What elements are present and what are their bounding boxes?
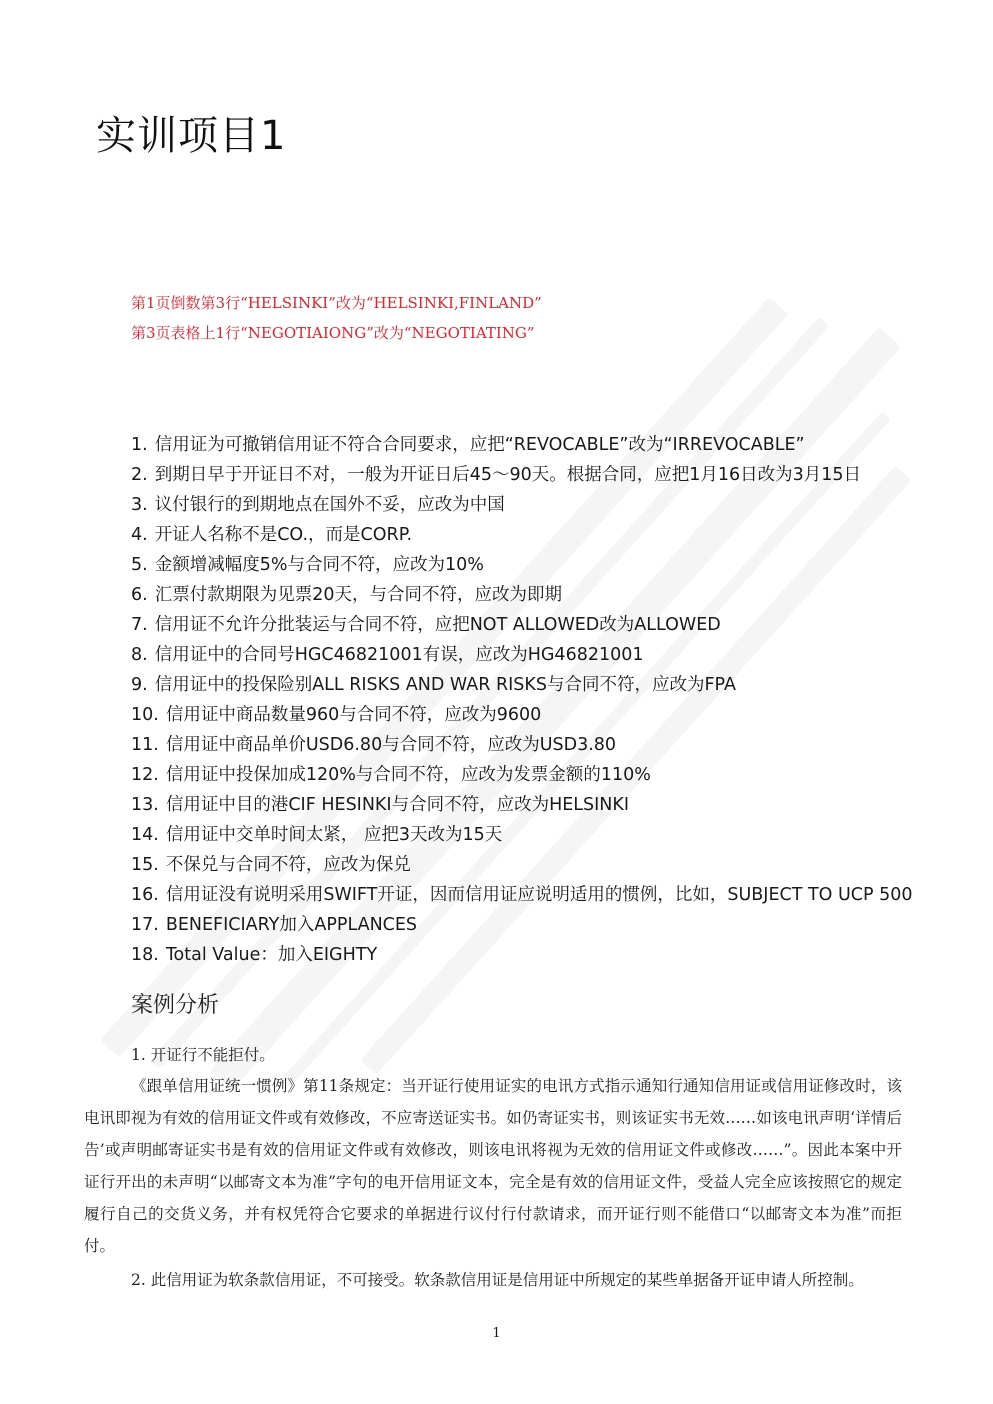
list-item (131, 670, 913, 700)
item-number: 4. (131, 525, 148, 545)
item-text: 信用证中的投保险别ALL RISKS AND WAR RISKS与合同不符，应改为FPA (154, 675, 736, 695)
item-text: 金额增减幅度5%与合同不符，应改为10% (154, 555, 484, 575)
item-text: 到期日早于开证日不对，一般为开证日后45～90天。根据合同，应把1月16日改为3月15日 (154, 465, 862, 485)
list-item (131, 940, 913, 970)
item-number: 18. (131, 945, 159, 965)
list-item (131, 520, 913, 550)
list-item (131, 490, 913, 520)
item-text: 开证人名称不是CO.，而是CORP. (154, 525, 413, 545)
item-number: 3. (131, 495, 148, 515)
item-text: 信用证中商品单价USD6.80与合同不符，应改为USD3.80 (165, 735, 617, 755)
list-item (131, 790, 913, 820)
list-item (131, 880, 913, 910)
item-text: 信用证中商品数量960与合同不符，应改为9600 (165, 705, 542, 725)
item-number: 13. (131, 795, 159, 815)
item-text: Total Value：加入EIGHTY (165, 945, 378, 965)
item-number: 6. (131, 585, 148, 605)
item-text: 汇票付款期限为见票20天，与合同不符，应改为即期 (154, 585, 562, 605)
item-number: 8. (131, 645, 148, 665)
list-item (131, 640, 913, 670)
section-heading: 案例分析 (131, 993, 220, 1018)
analysis-point-1: 1. 开证行不能拒付。 (131, 1046, 275, 1064)
item-text: 信用证中投保加成120%与合同不符，应改为发票金额的110% (165, 765, 651, 785)
list-item (131, 760, 913, 790)
list-item (131, 580, 913, 610)
item-text: 信用证中目的港CIF HESINKI与合同不符，应改为HELSINKI (165, 795, 630, 815)
item-number: 15. (131, 855, 159, 875)
item-number: 11. (131, 735, 159, 755)
item-number: 12. (131, 765, 159, 785)
list-item (131, 550, 913, 580)
item-text: BENEFICIARY加入APPLANCES (165, 915, 418, 935)
item-number: 7. (131, 615, 148, 635)
answer-list (131, 430, 913, 970)
item-text: 议付银行的到期地点在国外不妥，应改为中国 (154, 495, 505, 515)
analysis-paragraph: 2. 此信用证为软条款信用证，不可接受。软条款信用证是信用证中所规定的某些单据备开证申请人所控制。 (131, 1271, 864, 1289)
errata-line: 第1页倒数第3行“HELSINKI”改为“HELSINKI,FINLAND” (131, 294, 542, 312)
item-number: 17. (131, 915, 159, 935)
item-text: 信用证中的合同号HGC46821001有误，应改为HG46821001 (154, 645, 644, 665)
item-text: 信用证没有说明采用SWIFT开证，因而信用证应说明适用的惯例，比如，SUBJECT TO UCP 500 (165, 885, 913, 905)
item-text: 信用证中交单时间太紧， 应把3天改为15天 (165, 825, 503, 845)
item-number: 14. (131, 825, 159, 845)
list-item (131, 610, 913, 640)
item-text: 信用证不允许分批装运与合同不符，应把NOT ALLOWED改为ALLOWED (154, 615, 721, 635)
item-number: 1. (131, 435, 148, 455)
list-item (131, 730, 913, 760)
page-number: 1 (492, 1326, 501, 1341)
list-item (131, 700, 913, 730)
page-title: 实训项目1 (96, 113, 287, 159)
item-text: 信用证为可撤销信用证不符合合同要求，应把“REVOCABLE”改为“IRREVOCABLE” (154, 435, 805, 455)
item-number: 2. (131, 465, 148, 485)
list-item (131, 910, 913, 940)
list-item (131, 460, 913, 490)
errata-line: 第3页表格上1行“NEGOTIAIONG”改为“NEGOTIATING” (131, 324, 535, 342)
errata-notes (131, 288, 542, 348)
analysis-paragraph: 《跟单信用证统一惯例》第11条规定：当开证行使用证实的电讯方式指示通知行通知信用证或信用证修改时，该电讯即视为有效的信用证文件或有效修改，不应寄送证实书。如仍寄证实书，则该证实书无效……如该电讯声明‘详情后告’或声明邮寄证实书是有效的信用证文件或有效修改，则该电讯将视为无效的信用证文件或修改……”。因此本案中开证行开出的未声明“以邮寄文本为准”字句的电开信用证文本，完全是有效的信用证文件，受益人完全应该按照它的规定履行自己的交货义务，并有权凭符合它要求的单据进行议付行付款请求，而开证行则不能借口“以邮寄文本为准”而拒付。 (84, 1077, 902, 1255)
list-item (131, 820, 913, 850)
item-number: 9. (131, 675, 148, 695)
item-number: 16. (131, 885, 159, 905)
item-number: 10. (131, 705, 159, 725)
item-number: 5. (131, 555, 148, 575)
list-item (131, 850, 913, 880)
case-analysis-body (84, 1040, 902, 1298)
list-item (131, 430, 913, 460)
item-text: 不保兑与合同不符，应改为保兑 (165, 855, 411, 875)
